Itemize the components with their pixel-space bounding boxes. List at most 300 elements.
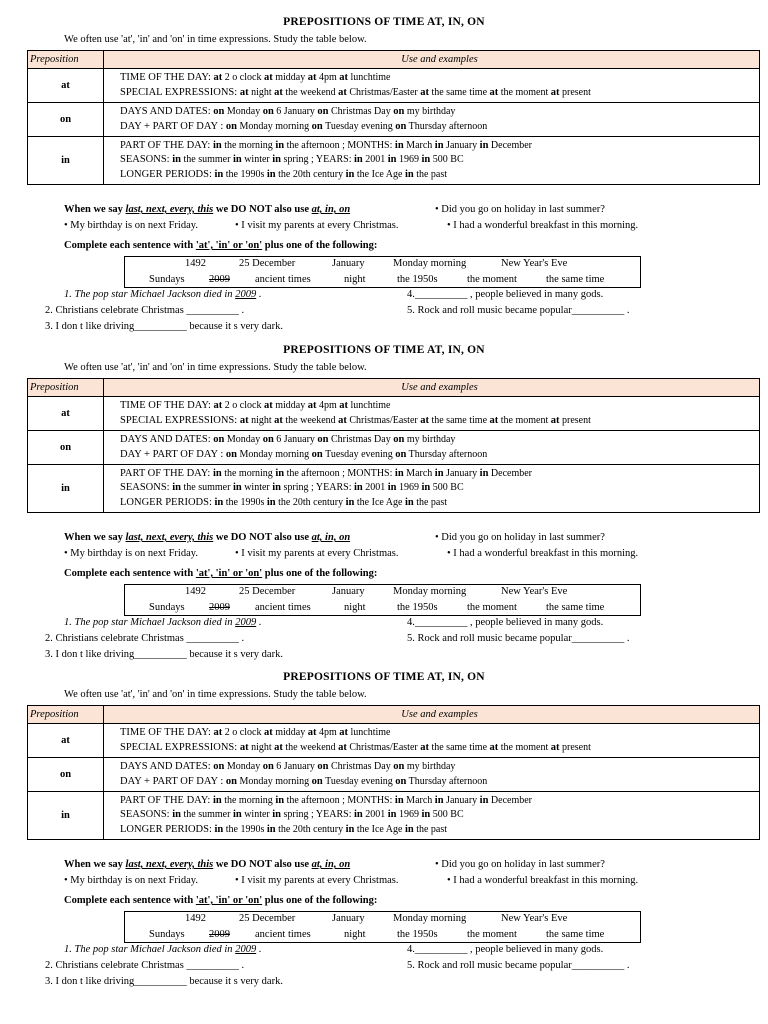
preposition-word: in bbox=[353, 482, 363, 494]
word-option: night bbox=[344, 274, 366, 285]
preposition-word: in bbox=[272, 809, 282, 821]
preposition-word: in bbox=[345, 168, 355, 180]
preposition-word: in bbox=[232, 154, 242, 166]
table-row bbox=[28, 137, 760, 185]
example-text: the moment bbox=[498, 741, 551, 753]
example-text: the afternoon ; MONTHS: bbox=[284, 467, 395, 479]
example-text: the summer bbox=[181, 154, 233, 166]
preposition-word: in bbox=[421, 482, 431, 494]
example-line bbox=[120, 808, 759, 823]
example-text: SEASONS: bbox=[120, 482, 173, 494]
example-line bbox=[120, 775, 759, 790]
example-text: LONGER PERIODS: bbox=[120, 823, 215, 835]
example-text: PART OF THE DAY: bbox=[120, 139, 213, 151]
preposition-word: in bbox=[404, 168, 414, 180]
preposition-word: at bbox=[420, 741, 429, 753]
example-text: the morning bbox=[221, 139, 276, 151]
word-box bbox=[124, 911, 641, 943]
question-2: 2. Christians celebrate Christmas __________ . bbox=[45, 305, 245, 316]
table-row bbox=[28, 758, 760, 792]
table-header-row bbox=[28, 51, 760, 69]
wrong-example: • My birthday is on next Friday. bbox=[64, 548, 198, 559]
question-5: 5. Rock and roll music became popular__________ . bbox=[407, 960, 630, 971]
section-title: PREPOSITIONS OF TIME AT, IN, ON bbox=[283, 16, 485, 28]
preposition-word: in bbox=[232, 482, 242, 494]
use-in bbox=[104, 792, 760, 840]
preposition-word: at bbox=[550, 414, 560, 426]
preposition-word: on bbox=[262, 106, 274, 117]
example-line bbox=[120, 153, 759, 168]
preposition-word: on bbox=[311, 448, 323, 460]
example-text: the weekend bbox=[282, 414, 339, 426]
preposition-word: in bbox=[172, 809, 181, 821]
example-text: the afternoon ; MONTHS: bbox=[284, 139, 395, 151]
preposition-word: at bbox=[489, 741, 499, 753]
example-text: SEASONS: bbox=[120, 154, 173, 166]
preposition-word: at bbox=[307, 400, 317, 411]
word-option-used: 2009 bbox=[209, 929, 230, 940]
preposition-word: on bbox=[213, 761, 225, 772]
preposition-word: in bbox=[266, 168, 276, 180]
wrong-example: • My birthday is on next Friday. bbox=[64, 220, 198, 231]
example-line bbox=[120, 120, 759, 135]
word-option: January bbox=[332, 913, 365, 924]
word-option: 1492 bbox=[185, 913, 206, 924]
word-option: the 1950s bbox=[397, 602, 438, 613]
example-text: winter bbox=[241, 154, 273, 166]
preposition-word: at bbox=[239, 741, 249, 753]
example-text: December bbox=[488, 139, 533, 151]
example-text: present bbox=[559, 414, 591, 426]
word-option-used: 2009 bbox=[209, 602, 230, 613]
wrong-example: • I visit my parents at every Christmas. bbox=[235, 875, 399, 886]
prep-in: in bbox=[28, 465, 104, 513]
preposition-word: on bbox=[311, 775, 323, 787]
example-text: the same time bbox=[428, 86, 490, 98]
preposition-word: on bbox=[317, 434, 329, 445]
example-text: SPECIAL EXPRESSIONS: bbox=[120, 414, 240, 426]
preposition-word: in bbox=[421, 809, 431, 821]
exercise-instruction: Complete each sentence with 'at', 'in' or 'on' plus one of the following: bbox=[64, 240, 378, 251]
preposition-word: in bbox=[214, 168, 224, 180]
use-at bbox=[104, 724, 760, 758]
example-text: Monday bbox=[224, 106, 263, 117]
example-text: the 1990s bbox=[223, 823, 267, 835]
question-4: 4.__________ , people believed in many gods. bbox=[407, 617, 604, 628]
word-option: ancient times bbox=[255, 929, 311, 940]
example-text: 2001 bbox=[362, 482, 388, 494]
preposition-word: on bbox=[393, 761, 405, 772]
wrong-example: • Did you go on holiday in last summer? bbox=[435, 532, 605, 543]
question-1: 1. The pop star Michael Jackson died in 2009 . bbox=[64, 944, 262, 955]
example-text: Monday morning bbox=[236, 120, 312, 132]
prep-on: on bbox=[28, 431, 104, 465]
preposition-word: in bbox=[275, 794, 285, 806]
word-option: Sundays bbox=[149, 929, 185, 940]
example-text: 6 January bbox=[273, 761, 318, 772]
preposition-word: in bbox=[272, 154, 282, 166]
example-text: Monday bbox=[224, 434, 263, 445]
wrong-example: • I had a wonderful breakfast in this morning. bbox=[447, 548, 639, 559]
preposition-word: in bbox=[275, 467, 285, 479]
example-text: January bbox=[443, 794, 480, 806]
example-text: Christmas Day bbox=[328, 761, 394, 772]
preposition-word: in bbox=[345, 496, 355, 508]
example-text: the moment bbox=[498, 414, 551, 426]
preposition-word: on bbox=[213, 434, 225, 445]
rule-note: When we say last, next, every, this we DO NOT also use at, in, on bbox=[64, 204, 351, 215]
example-line bbox=[120, 71, 759, 86]
rule-note: When we say last, next, every, this we DO NOT also use at, in, on bbox=[64, 532, 351, 543]
example-text: 6 January bbox=[273, 106, 318, 117]
table-row bbox=[28, 465, 760, 513]
preposition-word: on bbox=[395, 775, 407, 787]
word-option-used: 2009 bbox=[209, 274, 230, 285]
preposition-word: on bbox=[393, 106, 405, 117]
example-text: the same time bbox=[428, 741, 490, 753]
example-text: LONGER PERIODS: bbox=[120, 496, 215, 508]
word-option: the moment bbox=[467, 929, 517, 940]
preposition-word: at bbox=[239, 86, 249, 98]
example-text: TIME OF THE DAY: bbox=[120, 400, 214, 411]
prep-at: at bbox=[28, 397, 104, 431]
preposition-word: on bbox=[317, 106, 329, 117]
preposition-word: on bbox=[262, 761, 274, 772]
preposition-word: on bbox=[225, 448, 237, 460]
question-3: 3. I don t like driving__________ because it s very dark. bbox=[45, 321, 283, 332]
example-text: 2 o clock bbox=[222, 72, 264, 83]
preposition-word: on bbox=[213, 106, 225, 117]
example-text: 1969 bbox=[396, 809, 422, 821]
example-text: Christmas/Easter bbox=[346, 86, 421, 98]
example-text: Monday bbox=[224, 761, 263, 772]
example-text: 2 o clock bbox=[222, 400, 264, 411]
intro-text: We often use 'at', 'in' and 'on' in time expressions. Study the table below. bbox=[64, 689, 367, 700]
prep-at: at bbox=[28, 69, 104, 103]
question-3: 3. I don t like driving__________ because it s very dark. bbox=[45, 649, 283, 660]
example-line bbox=[120, 433, 759, 448]
preposition-word: in bbox=[434, 794, 444, 806]
example-text: December bbox=[488, 467, 533, 479]
example-text: night bbox=[248, 86, 275, 98]
table-row bbox=[28, 792, 760, 840]
question-1: 1. The pop star Michael Jackson died in 2009 . bbox=[64, 617, 262, 628]
header-use: Use and examples bbox=[104, 51, 760, 69]
example-text: PART OF THE DAY: bbox=[120, 467, 213, 479]
example-line bbox=[120, 448, 759, 463]
example-line bbox=[120, 481, 759, 496]
question-4: 4.__________ , people believed in many gods. bbox=[407, 944, 604, 955]
example-text: TIME OF THE DAY: bbox=[120, 727, 214, 738]
example-text: Thursday afternoon bbox=[406, 448, 488, 460]
example-text: DAY + PART OF DAY : bbox=[120, 120, 226, 132]
section-title: PREPOSITIONS OF TIME AT, IN, ON bbox=[283, 671, 485, 683]
wrong-example: • I had a wonderful breakfast in this morning. bbox=[447, 220, 639, 231]
preposition-word: in bbox=[434, 139, 444, 151]
example-text: 500 BC bbox=[430, 154, 464, 166]
use-in bbox=[104, 465, 760, 513]
question-5: 5. Rock and roll music became popular__________ . bbox=[407, 305, 630, 316]
prep-on: on bbox=[28, 758, 104, 792]
example-text: January bbox=[443, 139, 480, 151]
word-option: 25 December bbox=[239, 258, 296, 269]
word-option: 25 December bbox=[239, 913, 296, 924]
example-line bbox=[120, 496, 759, 511]
preposition-word: in bbox=[479, 139, 489, 151]
example-line bbox=[120, 86, 759, 101]
preposition-word: at bbox=[489, 86, 499, 98]
example-text: Christmas/Easter bbox=[346, 414, 421, 426]
example-line bbox=[120, 467, 759, 482]
prep-in: in bbox=[28, 137, 104, 185]
example-text: the 20th century bbox=[275, 823, 346, 835]
word-option: 1492 bbox=[185, 258, 206, 269]
preposition-word: at bbox=[213, 72, 223, 83]
example-text: the 1990s bbox=[223, 168, 267, 180]
word-option: Monday morning bbox=[393, 586, 467, 597]
worksheet-section bbox=[0, 344, 768, 664]
word-option: the 1950s bbox=[397, 274, 438, 285]
example-text: the summer bbox=[181, 482, 233, 494]
word-option: night bbox=[344, 602, 366, 613]
preposition-word: in bbox=[387, 809, 397, 821]
preposition-word: on bbox=[225, 775, 237, 787]
word-option: New Year's Eve bbox=[501, 913, 568, 924]
example-text: 1969 bbox=[396, 154, 422, 166]
example-text: present bbox=[559, 86, 591, 98]
example-text: PART OF THE DAY: bbox=[120, 794, 213, 806]
word-option: Monday morning bbox=[393, 258, 467, 269]
preposition-word: at bbox=[274, 741, 283, 753]
preposition-word: on bbox=[393, 434, 405, 445]
word-option: the moment bbox=[467, 602, 517, 613]
preposition-word: at bbox=[420, 414, 429, 426]
preposition-word: at bbox=[339, 400, 348, 411]
example-text: the past bbox=[413, 496, 448, 508]
example-text: the 20th century bbox=[275, 168, 346, 180]
example-line bbox=[120, 139, 759, 154]
section-title: PREPOSITIONS OF TIME AT, IN, ON bbox=[283, 344, 485, 356]
question-4: 4.__________ , people believed in many gods. bbox=[407, 289, 604, 300]
preposition-word: in bbox=[275, 139, 285, 151]
word-option: the same time bbox=[546, 602, 605, 613]
example-line bbox=[120, 760, 759, 775]
preposition-word: at bbox=[263, 400, 273, 411]
use-in bbox=[104, 137, 760, 185]
example-text: my birthday bbox=[404, 434, 456, 445]
use-at bbox=[104, 69, 760, 103]
example-text: SPECIAL EXPRESSIONS: bbox=[120, 741, 240, 753]
exercise-instruction: Complete each sentence with 'at', 'in' or 'on' plus one of the following: bbox=[64, 895, 378, 906]
example-text: March bbox=[403, 139, 435, 151]
preposition-word: in bbox=[266, 496, 276, 508]
example-text: March bbox=[403, 794, 435, 806]
example-line bbox=[120, 168, 759, 183]
header-preposition: Preposition bbox=[28, 51, 104, 69]
example-line bbox=[120, 823, 759, 838]
wrong-example: • Did you go on holiday in last summer? bbox=[435, 859, 605, 870]
word-option: New Year's Eve bbox=[501, 258, 568, 269]
question-5: 5. Rock and roll music became popular__________ . bbox=[407, 633, 630, 644]
preposition-word: in bbox=[479, 794, 489, 806]
table-row bbox=[28, 69, 760, 103]
preposition-word: in bbox=[214, 496, 224, 508]
example-text: DAYS AND DATES: bbox=[120, 106, 214, 117]
preposition-word: at bbox=[307, 72, 317, 83]
preposition-word: at bbox=[338, 86, 347, 98]
prepositions-table bbox=[27, 705, 760, 840]
example-text: December bbox=[488, 794, 533, 806]
preposition-word: in bbox=[434, 467, 444, 479]
example-text: 2001 bbox=[362, 809, 388, 821]
example-text: the past bbox=[413, 168, 448, 180]
example-text: spring ; YEARS: bbox=[281, 154, 354, 166]
example-line bbox=[120, 399, 759, 414]
preposition-word: in bbox=[479, 467, 489, 479]
preposition-word: at bbox=[213, 400, 223, 411]
example-text: 1969 bbox=[396, 482, 422, 494]
example-text: the Ice Age bbox=[354, 496, 405, 508]
example-text: SEASONS: bbox=[120, 809, 173, 821]
word-option: ancient times bbox=[255, 274, 311, 285]
wrong-example: • My birthday is on next Friday. bbox=[64, 875, 198, 886]
example-text: DAY + PART OF DAY : bbox=[120, 448, 226, 460]
example-text: Monday morning bbox=[236, 775, 312, 787]
word-option: New Year's Eve bbox=[501, 586, 568, 597]
prep-on: on bbox=[28, 103, 104, 137]
preposition-word: on bbox=[311, 120, 323, 132]
preposition-word: at bbox=[339, 72, 348, 83]
preposition-word: in bbox=[272, 482, 282, 494]
word-option: ancient times bbox=[255, 602, 311, 613]
table-header-row bbox=[28, 706, 760, 724]
preposition-word: at bbox=[420, 86, 429, 98]
word-option: 25 December bbox=[239, 586, 296, 597]
preposition-word: at bbox=[339, 727, 348, 738]
example-text: the morning bbox=[221, 794, 276, 806]
question-1: 1. The pop star Michael Jackson died in 2009 . bbox=[64, 289, 262, 300]
word-option: Monday morning bbox=[393, 913, 467, 924]
example-text: 4pm bbox=[316, 400, 340, 411]
prep-in: in bbox=[28, 792, 104, 840]
example-line bbox=[120, 105, 759, 120]
example-text: midday bbox=[272, 400, 308, 411]
preposition-word: in bbox=[394, 794, 404, 806]
example-text: DAY + PART OF DAY : bbox=[120, 775, 226, 787]
preposition-word: in bbox=[394, 139, 404, 151]
example-text: 500 BC bbox=[430, 809, 464, 821]
example-text: Monday morning bbox=[236, 448, 312, 460]
prep-at: at bbox=[28, 724, 104, 758]
example-text: 2 o clock bbox=[222, 727, 264, 738]
table-row bbox=[28, 724, 760, 758]
preposition-word: in bbox=[353, 154, 363, 166]
preposition-word: at bbox=[274, 86, 283, 98]
prepositions-table bbox=[27, 378, 760, 513]
preposition-word: in bbox=[172, 154, 181, 166]
example-text: spring ; YEARS: bbox=[281, 482, 354, 494]
preposition-word: at bbox=[274, 414, 283, 426]
example-text: Tuesday evening bbox=[322, 120, 396, 132]
example-text: SPECIAL EXPRESSIONS: bbox=[120, 86, 240, 98]
example-text: the weekend bbox=[282, 741, 339, 753]
example-text: Christmas Day bbox=[328, 106, 394, 117]
example-text: 4pm bbox=[316, 727, 340, 738]
example-text: Thursday afternoon bbox=[406, 775, 488, 787]
preposition-word: on bbox=[317, 761, 329, 772]
header-preposition: Preposition bbox=[28, 706, 104, 724]
preposition-word: in bbox=[404, 496, 414, 508]
preposition-word: at bbox=[338, 414, 347, 426]
example-text: 2001 bbox=[362, 154, 388, 166]
preposition-word: in bbox=[212, 139, 222, 151]
wrong-example: • Did you go on holiday in last summer? bbox=[435, 204, 605, 215]
wrong-example: • I visit my parents at every Christmas. bbox=[235, 220, 399, 231]
example-text: spring ; YEARS: bbox=[281, 809, 354, 821]
use-on bbox=[104, 431, 760, 465]
worksheet-section bbox=[0, 671, 768, 991]
example-text: winter bbox=[241, 809, 273, 821]
preposition-word: in bbox=[394, 467, 404, 479]
word-option: the same time bbox=[546, 929, 605, 940]
example-text: Christmas/Easter bbox=[346, 741, 421, 753]
preposition-word: in bbox=[172, 482, 181, 494]
preposition-word: at bbox=[213, 727, 223, 738]
example-text: the Ice Age bbox=[354, 823, 405, 835]
preposition-word: in bbox=[387, 154, 397, 166]
use-on bbox=[104, 103, 760, 137]
example-text: lunchtime bbox=[347, 72, 391, 83]
word-box bbox=[124, 584, 641, 616]
example-text: Christmas Day bbox=[328, 434, 394, 445]
preposition-word: in bbox=[404, 823, 414, 835]
table-header-row bbox=[28, 379, 760, 397]
example-text: 6 January bbox=[273, 434, 318, 445]
example-text: the 20th century bbox=[275, 496, 346, 508]
example-text: March bbox=[403, 467, 435, 479]
example-text: LONGER PERIODS: bbox=[120, 168, 215, 180]
preposition-word: on bbox=[395, 120, 407, 132]
table-row bbox=[28, 103, 760, 137]
use-on bbox=[104, 758, 760, 792]
header-preposition: Preposition bbox=[28, 379, 104, 397]
example-text: the same time bbox=[428, 414, 490, 426]
preposition-word: in bbox=[387, 482, 397, 494]
word-option: Sundays bbox=[149, 274, 185, 285]
word-option: January bbox=[332, 258, 365, 269]
wrong-example: • I visit my parents at every Christmas. bbox=[235, 548, 399, 559]
example-text: 4pm bbox=[316, 72, 340, 83]
preposition-word: in bbox=[212, 794, 222, 806]
word-option: the moment bbox=[467, 274, 517, 285]
intro-text: We often use 'at', 'in' and 'on' in time expressions. Study the table below. bbox=[64, 362, 367, 373]
example-text: winter bbox=[241, 482, 273, 494]
example-line bbox=[120, 414, 759, 429]
example-text: DAYS AND DATES: bbox=[120, 434, 214, 445]
rule-note: When we say last, next, every, this we DO NOT also use at, in, on bbox=[64, 859, 351, 870]
preposition-word: at bbox=[338, 741, 347, 753]
table-row bbox=[28, 431, 760, 465]
preposition-word: at bbox=[263, 727, 273, 738]
preposition-word: at bbox=[263, 72, 273, 83]
preposition-word: in bbox=[266, 823, 276, 835]
example-text: the moment bbox=[498, 86, 551, 98]
example-text: the Ice Age bbox=[354, 168, 405, 180]
preposition-word: on bbox=[395, 448, 407, 460]
example-text: Tuesday evening bbox=[322, 775, 396, 787]
example-text: 500 BC bbox=[430, 482, 464, 494]
example-text: Tuesday evening bbox=[322, 448, 396, 460]
